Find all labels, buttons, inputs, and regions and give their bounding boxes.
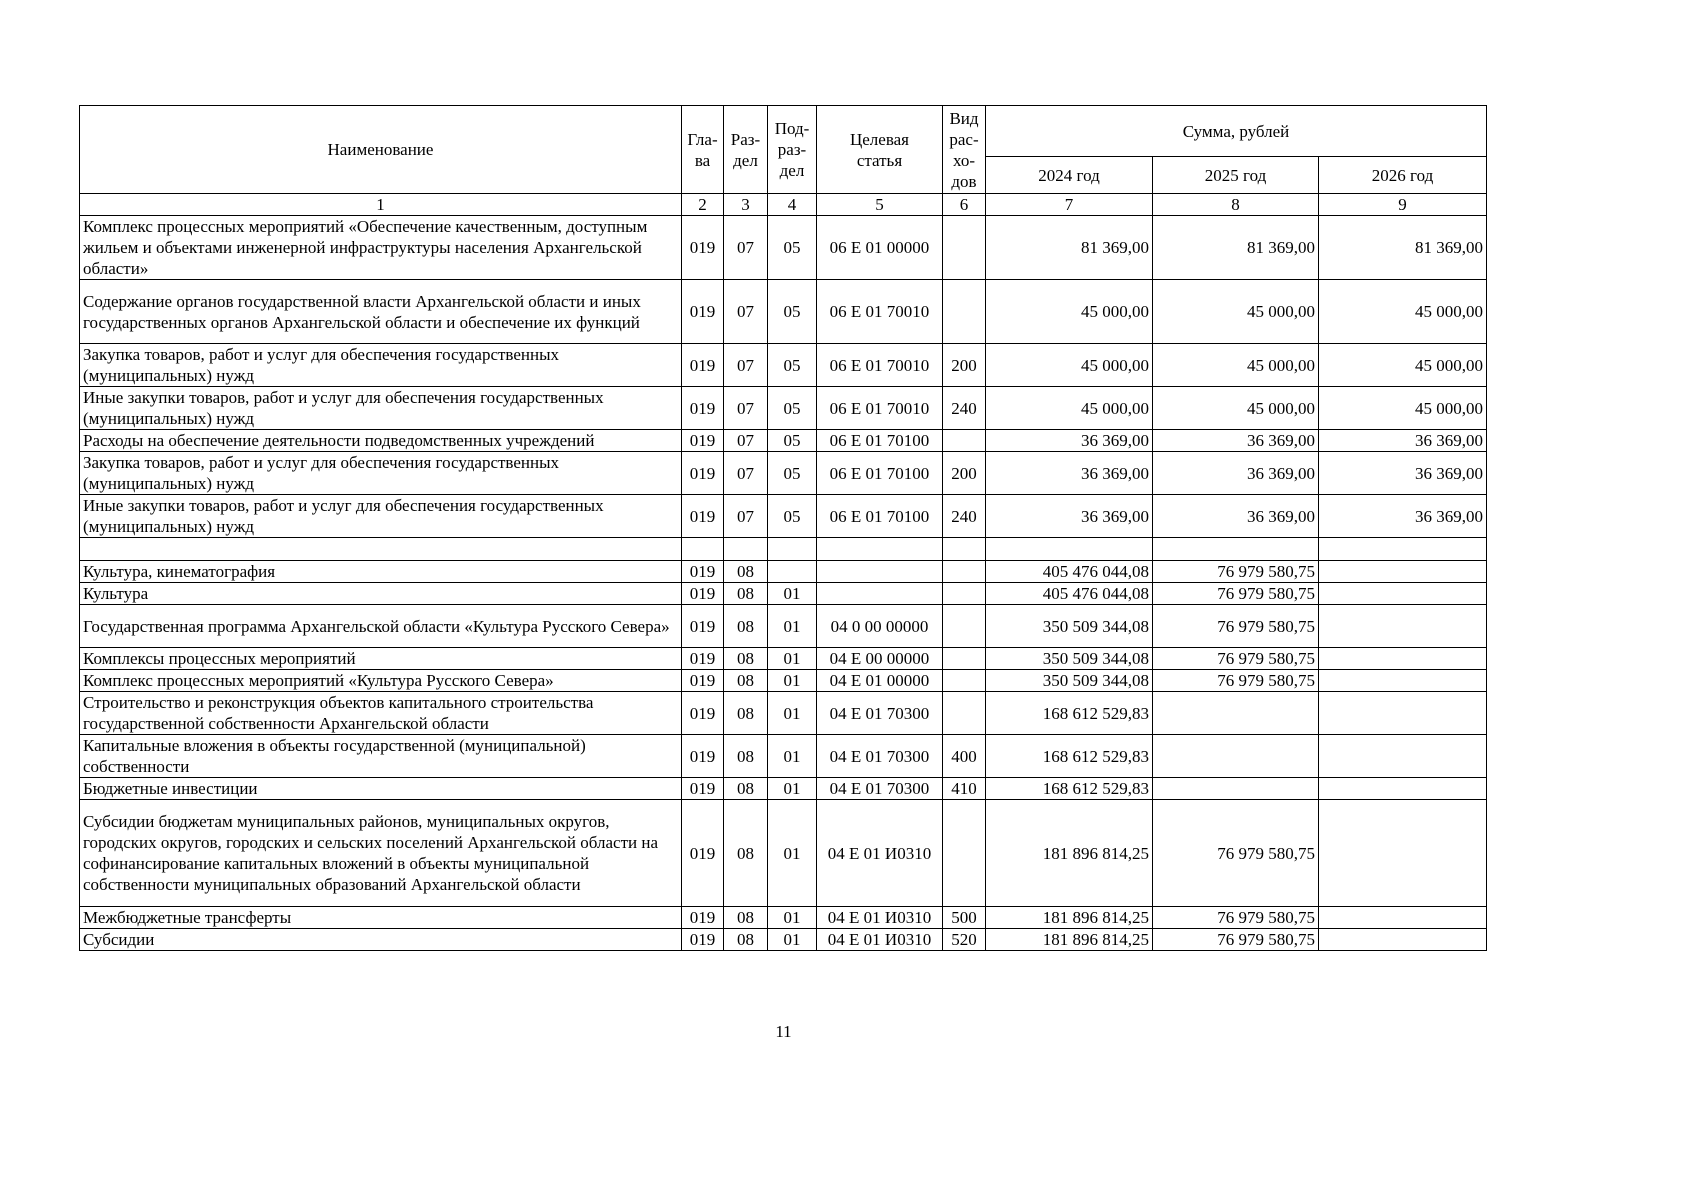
cell-chapter: 019 <box>682 387 724 430</box>
cell-chapter: 019 <box>682 561 724 583</box>
cell-name: Закупка товаров, работ и услуг для обеспечения государственных (муниципальных) нужд <box>80 344 682 387</box>
cell-chapter: 019 <box>682 583 724 605</box>
cell-sum-2026 <box>1319 929 1487 951</box>
header-expense-type-label: Вид рас- хо- дов <box>949 108 979 191</box>
cell-target-article <box>817 583 943 605</box>
cell-sum-2026: 36 369,00 <box>1319 430 1487 452</box>
cell-chapter <box>682 538 724 561</box>
cell-target-article <box>817 561 943 583</box>
table-row <box>80 670 1487 692</box>
header-chapter <box>682 106 724 194</box>
header-year-2024: 2024 год <box>986 157 1153 194</box>
cell-sum-2024: 350 509 344,08 <box>986 670 1153 692</box>
cell-sum-2024: 181 896 814,25 <box>986 800 1153 907</box>
cell-chapter: 019 <box>682 692 724 735</box>
cell-sum-2025: 76 979 580,75 <box>1153 561 1319 583</box>
cell-sum-2025: 76 979 580,75 <box>1153 907 1319 929</box>
header-expense-type <box>943 106 986 194</box>
cell-name: Капитальные вложения в объекты государственной (муниципальной) собственности <box>80 735 682 778</box>
cell-sum-2024: 405 476 044,08 <box>986 561 1153 583</box>
table-row <box>80 452 1487 495</box>
cell-sum-2024: 350 509 344,08 <box>986 648 1153 670</box>
cell-name: Строительство и реконструкция объектов капитального строительства государственной собственности Архангельской области <box>80 692 682 735</box>
cell-expense-type <box>943 430 986 452</box>
cell-chapter: 019 <box>682 605 724 648</box>
cell-section: 08 <box>724 929 768 951</box>
cell-section: 07 <box>724 280 768 344</box>
cell-target-article: 04 Е 00 00000 <box>817 648 943 670</box>
cell-target-article: 06 Е 01 70100 <box>817 495 943 538</box>
cell-chapter: 019 <box>682 648 724 670</box>
cell-expense-type <box>943 648 986 670</box>
cell-expense-type <box>943 561 986 583</box>
cell-chapter: 019 <box>682 800 724 907</box>
column-number: 5 <box>817 194 943 216</box>
cell-expense-type <box>943 280 986 344</box>
cell-subsection: 01 <box>768 800 817 907</box>
cell-chapter: 019 <box>682 430 724 452</box>
cell-name: Субсидии <box>80 929 682 951</box>
cell-expense-type <box>943 800 986 907</box>
cell-sum-2024: 168 612 529,83 <box>986 692 1153 735</box>
column-number: 6 <box>943 194 986 216</box>
header-year-2026: 2026 год <box>1319 157 1487 194</box>
page-number: 11 <box>775 1022 792 1041</box>
header-chapter-label: Гла- ва <box>687 129 718 170</box>
cell-section: 08 <box>724 561 768 583</box>
column-number: 8 <box>1153 194 1319 216</box>
cell-sum-2026: 45 000,00 <box>1319 344 1487 387</box>
cell-target-article: 04 Е 01 00000 <box>817 670 943 692</box>
cell-sum-2026 <box>1319 778 1487 800</box>
cell-sum-2024: 168 612 529,83 <box>986 778 1153 800</box>
cell-name: Комплекс процессных мероприятий «Культура Русского Севера» <box>80 670 682 692</box>
header-year-2025: 2025 год <box>1153 157 1319 194</box>
budget-table <box>79 105 1487 951</box>
cell-sum-2025: 76 979 580,75 <box>1153 929 1319 951</box>
cell-sum-2024 <box>986 538 1153 561</box>
cell-sum-2024: 405 476 044,08 <box>986 583 1153 605</box>
cell-expense-type <box>943 538 986 561</box>
table-body <box>80 216 1487 951</box>
cell-subsection: 01 <box>768 907 817 929</box>
cell-name: Государственная программа Архангельской области «Культура Русского Севера» <box>80 605 682 648</box>
cell-sum-2024: 81 369,00 <box>986 216 1153 280</box>
header-subsection <box>768 106 817 194</box>
cell-sum-2025: 36 369,00 <box>1153 452 1319 495</box>
cell-subsection: 05 <box>768 495 817 538</box>
cell-name: Бюджетные инвестиции <box>80 778 682 800</box>
cell-subsection: 01 <box>768 929 817 951</box>
cell-target-article: 04 Е 01 70300 <box>817 778 943 800</box>
header-name: Наименование <box>80 106 682 194</box>
cell-subsection: 01 <box>768 735 817 778</box>
cell-subsection: 05 <box>768 430 817 452</box>
cell-sum-2026: 36 369,00 <box>1319 495 1487 538</box>
cell-sum-2026 <box>1319 800 1487 907</box>
cell-subsection: 05 <box>768 344 817 387</box>
cell-sum-2025: 36 369,00 <box>1153 430 1319 452</box>
cell-sum-2026: 36 369,00 <box>1319 452 1487 495</box>
cell-chapter: 019 <box>682 907 724 929</box>
cell-name: Расходы на обеспечение деятельности подведомственных учреждений <box>80 430 682 452</box>
cell-chapter: 019 <box>682 495 724 538</box>
cell-chapter: 019 <box>682 929 724 951</box>
cell-section: 07 <box>724 216 768 280</box>
cell-sum-2026 <box>1319 583 1487 605</box>
cell-name: Содержание органов государственной власти Архангельской области и иных государственных органов Архангельской области и обеспечение их функций <box>80 280 682 344</box>
cell-section: 07 <box>724 430 768 452</box>
cell-chapter: 019 <box>682 344 724 387</box>
cell-name: Культура <box>80 583 682 605</box>
cell-sum-2024: 181 896 814,25 <box>986 929 1153 951</box>
cell-expense-type <box>943 692 986 735</box>
cell-sum-2026 <box>1319 670 1487 692</box>
table-row <box>80 280 1487 344</box>
cell-section: 08 <box>724 583 768 605</box>
cell-sum-2025: 76 979 580,75 <box>1153 800 1319 907</box>
cell-sum-2025: 76 979 580,75 <box>1153 670 1319 692</box>
cell-expense-type <box>943 605 986 648</box>
cell-section: 08 <box>724 692 768 735</box>
header-section <box>724 106 768 194</box>
cell-sum-2024: 45 000,00 <box>986 344 1153 387</box>
table-row <box>80 561 1487 583</box>
cell-section: 08 <box>724 735 768 778</box>
cell-expense-type <box>943 670 986 692</box>
cell-sum-2025: 76 979 580,75 <box>1153 648 1319 670</box>
cell-chapter: 019 <box>682 452 724 495</box>
cell-expense-type: 500 <box>943 907 986 929</box>
cell-sum-2024: 45 000,00 <box>986 387 1153 430</box>
cell-target-article: 04 Е 01 70300 <box>817 692 943 735</box>
cell-name: Комплексы процессных мероприятий <box>80 648 682 670</box>
cell-sum-2025 <box>1153 538 1319 561</box>
cell-sum-2024: 168 612 529,83 <box>986 735 1153 778</box>
cell-subsection: 01 <box>768 583 817 605</box>
table-row <box>80 538 1487 561</box>
cell-subsection: 01 <box>768 605 817 648</box>
table-row <box>80 344 1487 387</box>
table-row <box>80 692 1487 735</box>
cell-name <box>80 538 682 561</box>
cell-subsection: 01 <box>768 670 817 692</box>
cell-target-article: 06 Е 01 70010 <box>817 344 943 387</box>
table-row <box>80 216 1487 280</box>
column-number: 3 <box>724 194 768 216</box>
table-row <box>80 605 1487 648</box>
cell-sum-2025 <box>1153 735 1319 778</box>
cell-sum-2026: 81 369,00 <box>1319 216 1487 280</box>
header-subsection-label: Под- раз- дел <box>774 119 810 180</box>
cell-section: 07 <box>724 387 768 430</box>
column-number: 2 <box>682 194 724 216</box>
cell-sum-2025: 36 369,00 <box>1153 495 1319 538</box>
cell-chapter: 019 <box>682 735 724 778</box>
cell-target-article: 04 Е 01 И0310 <box>817 929 943 951</box>
cell-subsection: 01 <box>768 692 817 735</box>
cell-target-article <box>817 538 943 561</box>
header-sum: Сумма, рублей <box>986 106 1487 157</box>
cell-target-article: 06 Е 01 70010 <box>817 387 943 430</box>
cell-sum-2026 <box>1319 648 1487 670</box>
cell-sum-2025: 45 000,00 <box>1153 280 1319 344</box>
column-number: 4 <box>768 194 817 216</box>
table-row <box>80 778 1487 800</box>
cell-subsection: 05 <box>768 216 817 280</box>
cell-subsection: 05 <box>768 452 817 495</box>
cell-sum-2026 <box>1319 538 1487 561</box>
column-number: 9 <box>1319 194 1487 216</box>
cell-section: 08 <box>724 605 768 648</box>
cell-sum-2026 <box>1319 735 1487 778</box>
table-row <box>80 387 1487 430</box>
cell-sum-2024: 36 369,00 <box>986 495 1153 538</box>
cell-target-article: 04 Е 01 70300 <box>817 735 943 778</box>
cell-name: Межбюджетные трансферты <box>80 907 682 929</box>
cell-subsection: 01 <box>768 648 817 670</box>
cell-subsection: 05 <box>768 280 817 344</box>
cell-sum-2025 <box>1153 692 1319 735</box>
cell-target-article: 04 0 00 00000 <box>817 605 943 648</box>
cell-name: Культура, кинематография <box>80 561 682 583</box>
cell-expense-type <box>943 583 986 605</box>
cell-sum-2026 <box>1319 561 1487 583</box>
table-row <box>80 583 1487 605</box>
cell-section: 08 <box>724 648 768 670</box>
cell-expense-type: 400 <box>943 735 986 778</box>
cell-name: Закупка товаров, работ и услуг для обеспечения государственных (муниципальных) нужд <box>80 452 682 495</box>
cell-section: 08 <box>724 670 768 692</box>
cell-section: 08 <box>724 800 768 907</box>
cell-expense-type: 200 <box>943 344 986 387</box>
header-section-label: Раз- дел <box>730 129 761 170</box>
cell-sum-2026 <box>1319 692 1487 735</box>
cell-sum-2024: 36 369,00 <box>986 430 1153 452</box>
cell-expense-type: 240 <box>943 495 986 538</box>
cell-section: 08 <box>724 907 768 929</box>
cell-section: 07 <box>724 495 768 538</box>
cell-sum-2026 <box>1319 907 1487 929</box>
header-target-article <box>817 106 943 194</box>
table-row <box>80 800 1487 907</box>
cell-section: 07 <box>724 344 768 387</box>
table-row <box>80 907 1487 929</box>
header-target-article-label: Целевая статья <box>849 129 910 170</box>
cell-sum-2026 <box>1319 605 1487 648</box>
cell-target-article: 06 Е 01 70100 <box>817 452 943 495</box>
cell-sum-2025: 76 979 580,75 <box>1153 605 1319 648</box>
cell-subsection <box>768 561 817 583</box>
cell-target-article: 04 Е 01 И0310 <box>817 800 943 907</box>
cell-sum-2024: 181 896 814,25 <box>986 907 1153 929</box>
cell-target-article: 06 Е 01 70100 <box>817 430 943 452</box>
cell-expense-type <box>943 216 986 280</box>
cell-expense-type: 410 <box>943 778 986 800</box>
cell-sum-2025: 81 369,00 <box>1153 216 1319 280</box>
cell-chapter: 019 <box>682 280 724 344</box>
cell-sum-2025: 45 000,00 <box>1153 344 1319 387</box>
cell-section <box>724 538 768 561</box>
cell-sum-2025: 45 000,00 <box>1153 387 1319 430</box>
table-row <box>80 430 1487 452</box>
cell-section: 08 <box>724 778 768 800</box>
table-row <box>80 929 1487 951</box>
cell-subsection: 01 <box>768 778 817 800</box>
cell-expense-type: 200 <box>943 452 986 495</box>
cell-sum-2024: 36 369,00 <box>986 452 1153 495</box>
cell-target-article: 06 Е 01 70010 <box>817 280 943 344</box>
cell-sum-2024: 45 000,00 <box>986 280 1153 344</box>
cell-name: Иные закупки товаров, работ и услуг для обеспечения государственных (муниципальных) нужд <box>80 495 682 538</box>
cell-expense-type: 520 <box>943 929 986 951</box>
cell-sum-2026: 45 000,00 <box>1319 387 1487 430</box>
cell-section: 07 <box>724 452 768 495</box>
cell-sum-2026: 45 000,00 <box>1319 280 1487 344</box>
column-number: 7 <box>986 194 1153 216</box>
cell-sum-2024: 350 509 344,08 <box>986 605 1153 648</box>
cell-target-article: 04 Е 01 И0310 <box>817 907 943 929</box>
cell-subsection: 05 <box>768 387 817 430</box>
cell-chapter: 019 <box>682 670 724 692</box>
cell-sum-2025 <box>1153 778 1319 800</box>
table-row <box>80 735 1487 778</box>
column-number: 1 <box>80 194 682 216</box>
cell-subsection <box>768 538 817 561</box>
cell-name: Иные закупки товаров, работ и услуг для обеспечения государственных (муниципальных) нужд <box>80 387 682 430</box>
cell-chapter: 019 <box>682 778 724 800</box>
cell-sum-2025: 76 979 580,75 <box>1153 583 1319 605</box>
table-row <box>80 648 1487 670</box>
cell-chapter: 019 <box>682 216 724 280</box>
table-row <box>80 495 1487 538</box>
cell-target-article: 06 Е 01 00000 <box>817 216 943 280</box>
cell-expense-type: 240 <box>943 387 986 430</box>
cell-name: Комплекс процессных мероприятий «Обеспечение качественным, доступным жильем и объектами инженерной инфраструктуры населения Архангельской области» <box>80 216 682 280</box>
cell-name: Субсидии бюджетам муниципальных районов, муниципальных округов, городских округов, городских и сельских поселений Архангельской области на софинансирование капитальных вложений в объекты муниципальной собственности муниципальных образований Архангельской области <box>80 800 682 907</box>
